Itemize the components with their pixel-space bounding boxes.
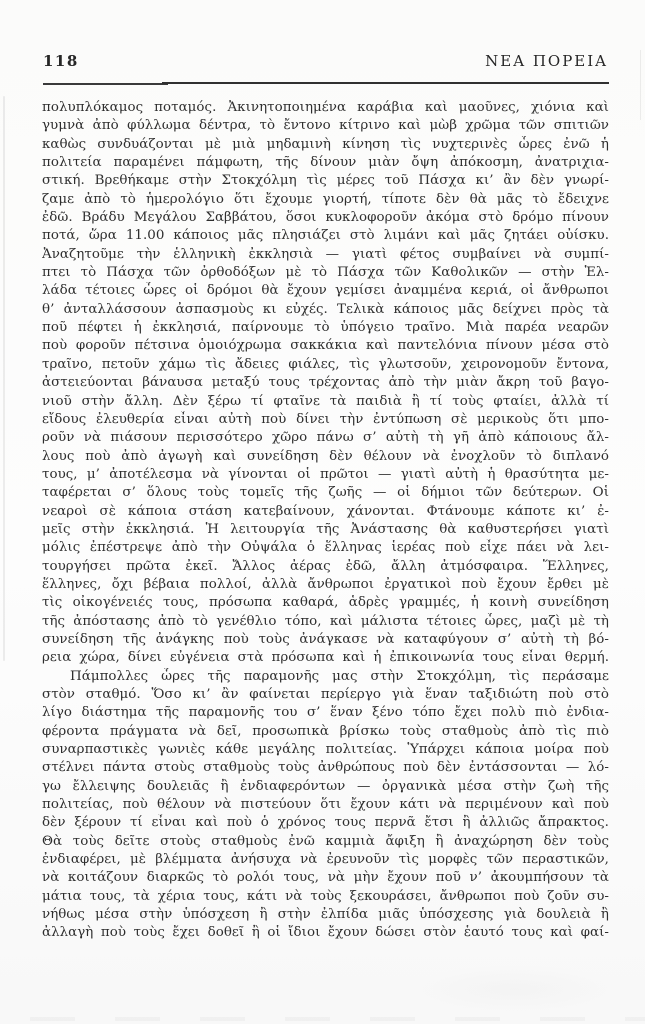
text-line: πολιτείας, ποὺ θέλουν νὰ πιστεύουν ὅτι ἔχουν κάτι νὰ περιμένουν καὶ ποὺ [42, 797, 609, 813]
text-line: πολυπλόκαμος ποταμός. Ἀκινητοποιημένα καράβια καὶ μαοῦνες, χιόνια καὶ [42, 100, 609, 115]
text-line: μάτια τους, τὰ χέρια τους, κάτι νὰ τοὺς ξεκουράσει, ἄνθρωποι ποὺ ζοῦν συ- [42, 888, 609, 904]
text-line: ροῦν νὰ πιάσουν περισσότερο χῶρο πάνω σ’ αὐτὴ τὴ γῆ ἀπὸ κάποιους ἄλ- [42, 430, 609, 446]
text-line: νιοῦ στὴν ἄλλη. Δὲν ξέρω τί φταῖνε τὰ παιδιὰ ἢ τί τοὺς φταίει, ἀλλὰ τί [42, 393, 609, 409]
page-number: 118 [43, 52, 79, 70]
text-line: λάδα τέτοιες ὧρες οἱ δρόμοι θὰ ἔχουν γεμίσει ἀναμμένα κεριά, οἱ ἄνθρωποι [42, 283, 609, 299]
text-line: ἀστειεύονται βάναυσα μεταξύ τους τρέχοντας ἀπὸ τὴν μιὰν ἄκρη τοῦ βαγο- [42, 375, 609, 391]
text-line: δὲν ξέρουν τί εἶναι καὶ ποὺ ὁ χρόνος τους περνᾶ ἔτσι ἢ ἀλλιῶς ἄπρακτος. [42, 815, 609, 831]
text-line: ταφέρεται σ’ ὅλους τοὺς τομεῖς τῆς ζωῆς — οἱ δήμιοι τῶν δεύτερων. Οἱ [42, 485, 609, 501]
page-header [43, 52, 608, 70]
text-line: καθὼς συνδυάζονται μὲ μιὰ μηδαμινὴ κίνηση τὶς νυχτερινὲς ὧρες ἐνῶ ἡ [42, 136, 609, 152]
text-line: τῆς ἀπόστασης ἀπὸ τὸ γενέθλιο τόπο, καὶ μάλιστα τέτοιες ὧρες, μαζὶ μὲ τὴ [42, 613, 609, 629]
text-line: πτει τὸ Πάσχα τῶν ὀρθοδόξων μὲ τὸ Πάσχα τῶν Καθολικῶν — στὴν Ἑλ- [42, 265, 609, 281]
scan-edge-artifact-left [3, 96, 5, 661]
text-line: στὸν σταθμό. Ὅσο κι’ ἂν φαίνεται περίεργο γιὰ ἕναν ταξιδιώτη ποὺ στὸ [42, 687, 609, 702]
text-line: Θὰ τοὺς δεῖτε στοὺς σταθμοὺς ἐνῶ καμμιὰ ἄφιξη ἢ ἀναχώρηση δὲν τοὺς [42, 833, 609, 849]
text-line: γυμνὰ ἀπὸ φύλλωμα δέντρα, τὸ ἔντονο κίτρινο καὶ μὼβ χρῶμα τῶν σπιτιῶν [42, 118, 609, 134]
text-line: στική. Βρεθήκαμε στὴν Στοκχόλμη τὶς μέρες τοῦ Πάσχα κι’ ἂν δὲν γνωρί- [42, 173, 609, 189]
text-line: τους, μ’ ἀποτέλεσμα νὰ γίνονται οἱ πρῶτοι — γιατὶ αὐτὴ ἡ θρασύτητα με- [42, 466, 609, 482]
text-line: ἐνδιαφέρει, μὲ βλέμματα ἀνήσυχα νὰ ἐρευνοῦν τὶς μορφὲς τῶν περαστικῶν, [42, 852, 609, 868]
text-line: ποτά, ὥρα 11.00 κάποιος μᾶς πλησιάζει στὸ λιμάνι καὶ μᾶς ζητάει οὐίσκυ. [42, 228, 609, 244]
text-line: πολιτεία παραμένει πάμφωτη, τῆς δίνουν μιὰν ὄψη ἀπόκοσμη, ἀνατριχια- [42, 155, 609, 171]
text-line: ἀλλαγὴ ποὺ τοὺς ἔχει δοθεῖ ἢ οἱ ἴδιοι ἔχουν δώσει στὸν ἑαυτό τους καὶ φαί- [42, 925, 609, 941]
scan-smudge-bottom [30, 1017, 645, 1021]
text-line: τὶς οἰκογένειές τους, πρόσωπα καθαρά, ἁδρὲς γραμμές, ἡ κοινὴ συνείδηση [42, 595, 609, 611]
text-line: συνείδηση τῆς ἀνάγκης ποὺ τοὺς ἀνάγκασε νὰ καταφύγουν σ’ αὐτὴ τὴ βό- [42, 631, 609, 647]
scan-edge-artifact-right [640, 50, 641, 120]
text-line: ἕλληνες, ὄχι βέβαια πολλοί, ἀλλὰ ἄνθρωποι ἐργατικοὶ ποὺ ἔχουν ἔρθει μὲ [42, 576, 609, 592]
text-line: ποῦ πέφτει ἡ ἐκκλησιά, παίρνουμε τὸ ὑπόγειο τραῖνο. Μιὰ παρέα νεαρῶν [42, 320, 609, 336]
text-line: τουργήσει πρῶτα ἐκεῖ. Ἄλλος ἀέρας ἐδῶ, ἄλλη ἀτμόσφαιρα. Ἕλληνες, [42, 558, 609, 574]
text-line: ποὺ φοροῦν πέτσινα ὁμοιόχρωμα σακκάκια καὶ παντελόνια πίνουν μέσα στὸ [42, 338, 609, 354]
text-line: ζαμε ἀπὸ τὸ ἡμερολόγιο ὅτι ἔχουμε γιορτή, τίποτε δὲν θὰ μᾶς τὸ ἔδειχνε [42, 191, 609, 207]
text-line: γω ἔλλειψης δουλειᾶς ἢ ἐνδιαφερόντων — ὀργανικὰ μέσα στὴν ζωὴ τῆς [42, 778, 609, 794]
header-rule-main-segment [162, 82, 609, 84]
scan-smudge-corner [405, 964, 625, 1014]
text-line: μεῖς στὴν ἐκκλησιά. Ἡ λειτουργία τῆς Ἀνάστασης θὰ καθυστερήσει γιατὶ [42, 521, 609, 537]
text-line: Πάμπολλες ὧρες τῆς παραμονῆς μας στὴν Στοκχόλμη, τὶς περάσαμε [70, 668, 609, 684]
text-line: νήθως μέσα στὴν ὑπόσχεση ἢ στὴν ἐλπίδα μιᾶς ὑπόσχεσης γιὰ δουλειὰ ἢ [42, 907, 609, 923]
text-line: στέλνει πάντα στοὺς σταθμοὺς τοὺς ἀνθρώπους ποὺ δὲν ἐντάσσονται — λό- [42, 760, 609, 776]
text-line: συναρπαστικὲς γωνιὲς κάθε μεγάλης πολιτείας. Ὑπάρχει κάποια μοίρα ποὺ [42, 742, 609, 758]
header-rule-left-segment [43, 83, 168, 85]
text-line: φέροντα πράγματα νὰ δεῖ, προσωπικὰ βρίσκω τοὺς σταθμοὺς ἀπὸ τὶς πιὸ [42, 723, 609, 739]
text-line: μόλις ἐπέστρεψε ἀπὸ τὴν Οὐψάλα ὁ ἕλληνας ἱερέας ποὺ εἶχε πάει νὰ λει- [42, 540, 609, 556]
text-line: νὰ κοιτάζουν διαρκῶς τὸ ρολόι τους, νὰ μὴν ἔχουν ποῦ ν’ ἀκουμπήσουν τὰ [42, 870, 609, 886]
text-line: θ’ ἀνταλλάσσουν ἀσπασμοὺς κι εὐχές. Τελικὰ κάποιος μᾶς δείχνει πρὸς τὰ [42, 301, 609, 317]
text-line: εἴδους ἐλευθερία εἶναι αὐτὴ ποὺ δίνει τὴν ἐντύπωση σὲ μερικοὺς ὅτι μπο- [42, 411, 609, 427]
text-line: λίγο διάστημα τῆς παραμονῆς του σ’ ἕναν ξένο τόπο ἔχει πολὺ πιὸ ἐνδια- [42, 705, 609, 721]
text-line: νεαροὶ σὲ κάποια στάση κατεβαίνουν, χάνονται. Φτάνουμε κάποτε κι’ ἐ- [42, 503, 609, 519]
text-line: Ἀναζητοῦμε τὴν ἑλληνικὴ ἐκκλησιὰ — γιατὶ φέτος συμβαίνει νὰ συμπί- [42, 246, 609, 262]
text-line: ρεια χώρα, δίνει εὐγένεια στὰ πρόσωπα καὶ ἡ ἐπικοινωνία τους εἶναι θερμή. [42, 650, 609, 666]
text-line: ἐδῶ. Βράδυ Μεγάλου Σαββάτου, ὅσοι κυκλοφοροῦν ἀκόμα στὸ δρόμο πίνουν [42, 210, 609, 226]
body-text [42, 99, 609, 943]
journal-running-title: ΝΕΑ ΠΟΡΕΙΑ [485, 52, 608, 70]
text-line: λους ποὺ ἀπὸ ἀγωγὴ καὶ συνείδηση δὲν θέλουν νὰ ἐνοχλοῦν τὸ διπλανό [42, 448, 609, 464]
text-line: τραῖνο, πετοῦν χάμω τὶς ἄδειες φιάλες, τὶς γλωτσοῦν, χειρονομοῦν ἔντονα, [42, 356, 609, 372]
